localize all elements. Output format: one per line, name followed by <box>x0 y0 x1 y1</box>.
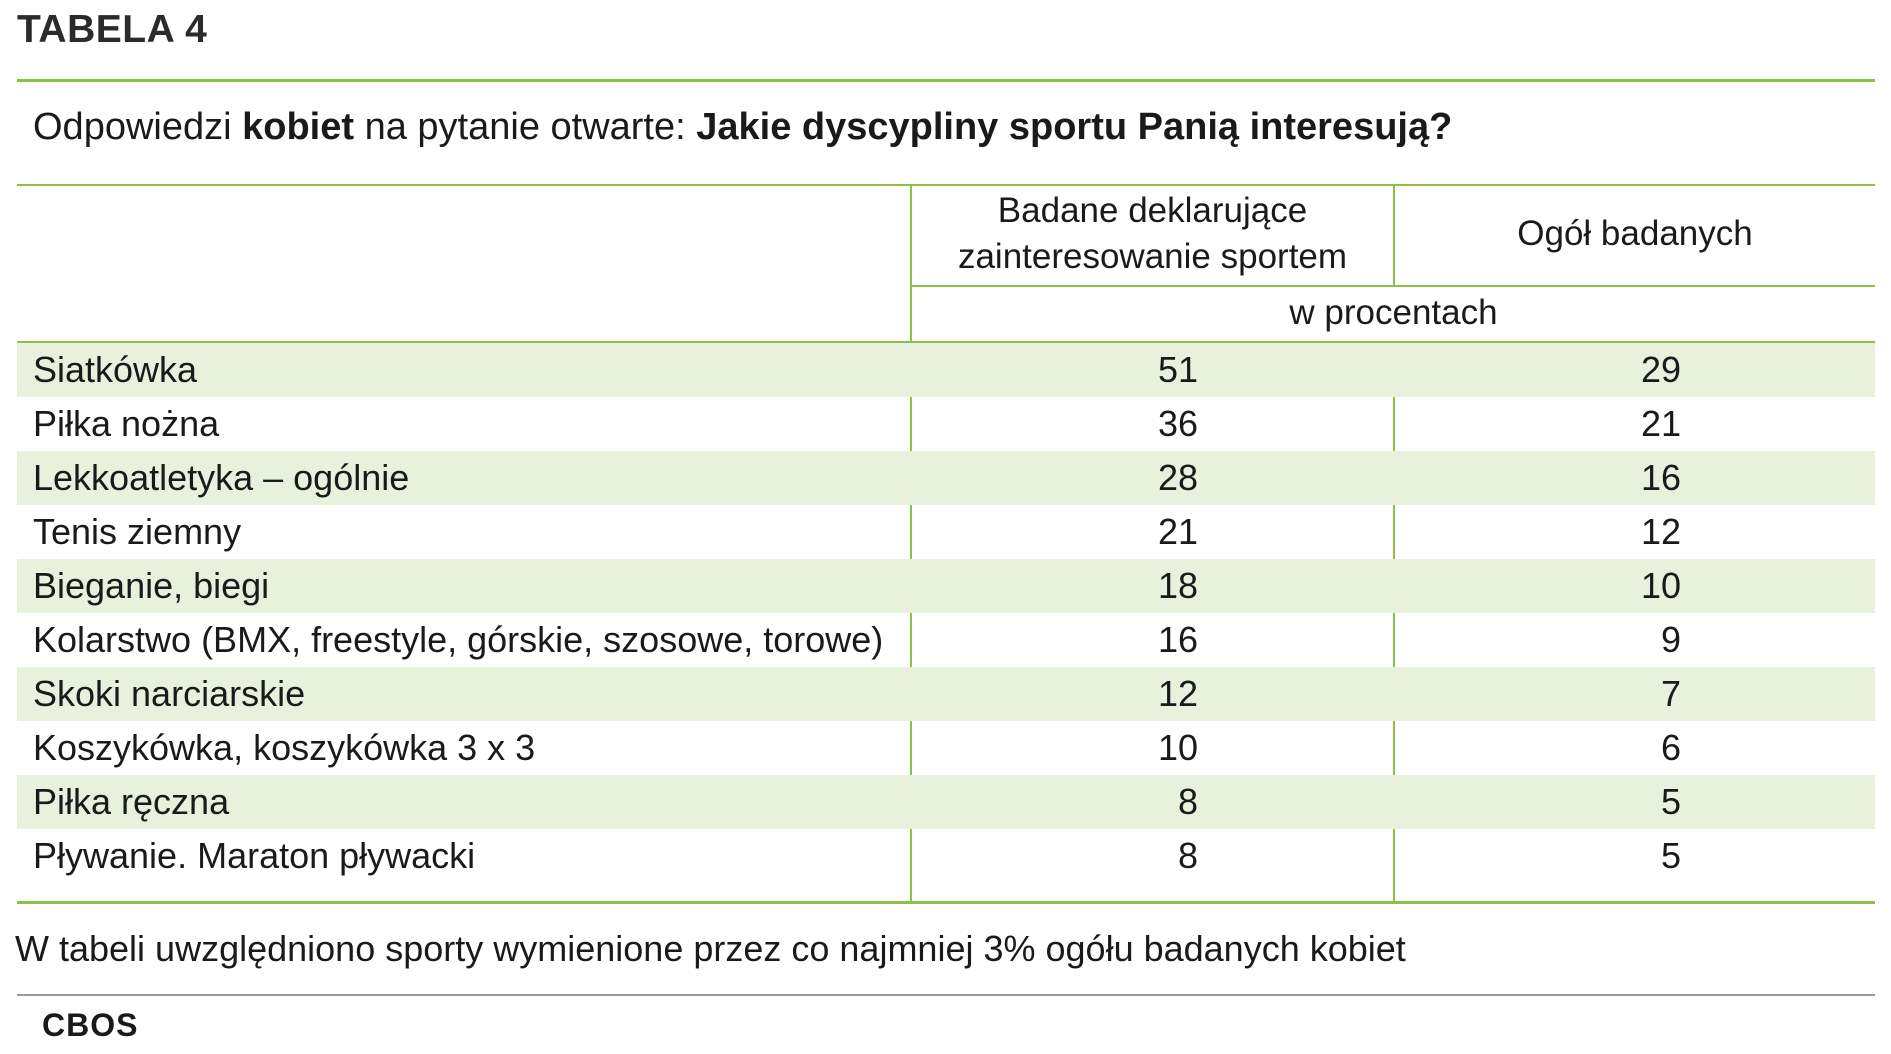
row-label: Siatkówka <box>33 349 198 390</box>
row-value-total: 21 <box>1640 403 1681 444</box>
row-value-interested: 18 <box>1157 565 1198 606</box>
subtitle-part2: na pytanie otwarte: <box>354 106 697 148</box>
table-row <box>17 613 1875 667</box>
row-label: Kolarstwo (BMX, freestyle, górskie, szosowe, torowe) <box>33 619 884 660</box>
row-value-total: 29 <box>1640 349 1681 390</box>
row-value-interested: 28 <box>1157 457 1198 498</box>
top-divider <box>17 79 1875 82</box>
header-col1-line2: zainteresowanie sportem <box>957 237 1348 276</box>
table-row <box>17 775 1875 829</box>
table-row <box>17 559 1875 613</box>
row-value-interested: 16 <box>1157 619 1198 660</box>
row-value-total: 5 <box>1660 781 1681 822</box>
source-label: CBOS <box>42 1007 139 1043</box>
header-mid-rule <box>910 285 1875 287</box>
header-col1-line1: Badane deklarujące <box>997 191 1308 230</box>
table-row <box>17 505 1875 559</box>
table-row <box>17 397 1875 451</box>
table-row <box>17 343 1875 397</box>
row-value-total: 9 <box>1660 619 1681 660</box>
subtitle-part1: Odpowiedzi <box>33 106 243 148</box>
header-top-rule <box>17 184 1875 186</box>
row-label: Skoki narciarskie <box>33 673 306 714</box>
row-label: Piłka ręczna <box>33 781 230 822</box>
row-value-interested: 36 <box>1157 403 1198 444</box>
table-row <box>17 451 1875 505</box>
row-value-interested: 12 <box>1157 673 1198 714</box>
row-value-interested: 8 <box>1177 781 1198 822</box>
row-value-interested: 10 <box>1157 727 1198 768</box>
row-value-total: 7 <box>1660 673 1681 714</box>
source-divider <box>17 994 1875 996</box>
subtitle-bold1: kobiet <box>242 106 355 148</box>
header-col2: Ogół badanych <box>1517 214 1753 253</box>
row-value-interested: 21 <box>1157 511 1198 552</box>
table-row <box>17 667 1875 721</box>
table-row <box>17 829 1875 883</box>
row-value-total: 16 <box>1640 457 1681 498</box>
row-value-interested: 51 <box>1157 349 1198 390</box>
row-label: Tenis ziemny <box>33 511 242 552</box>
table-subtitle <box>33 106 1452 149</box>
row-label: Bieganie, biegi <box>33 565 270 606</box>
row-label: Piłka nożna <box>33 403 220 444</box>
row-label: Lekkoatletyka – ogólnie <box>33 457 410 498</box>
row-value-total: 6 <box>1660 727 1681 768</box>
subtitle-question: Jakie dyscypliny sportu Panią interesują? <box>696 106 1453 148</box>
table-bottom-rule <box>17 901 1875 904</box>
row-value-total: 12 <box>1640 511 1681 552</box>
header-col1 <box>912 188 1393 280</box>
header-unit: w procentach <box>1289 293 1498 332</box>
row-value-total: 5 <box>1660 835 1681 876</box>
table-label: TABELA 4 <box>17 8 208 51</box>
row-value-interested: 8 <box>1177 835 1198 876</box>
table-row <box>17 721 1875 775</box>
row-label: Pływanie. Maraton pływacki <box>33 835 476 876</box>
row-value-total: 10 <box>1640 565 1681 606</box>
footnote: W tabeli uwzględniono sporty wymienione przez co najmniej 3% ogółu badanych kobiet <box>15 928 1406 969</box>
row-label: Koszykówka, koszykówka 3 x 3 <box>33 727 536 768</box>
